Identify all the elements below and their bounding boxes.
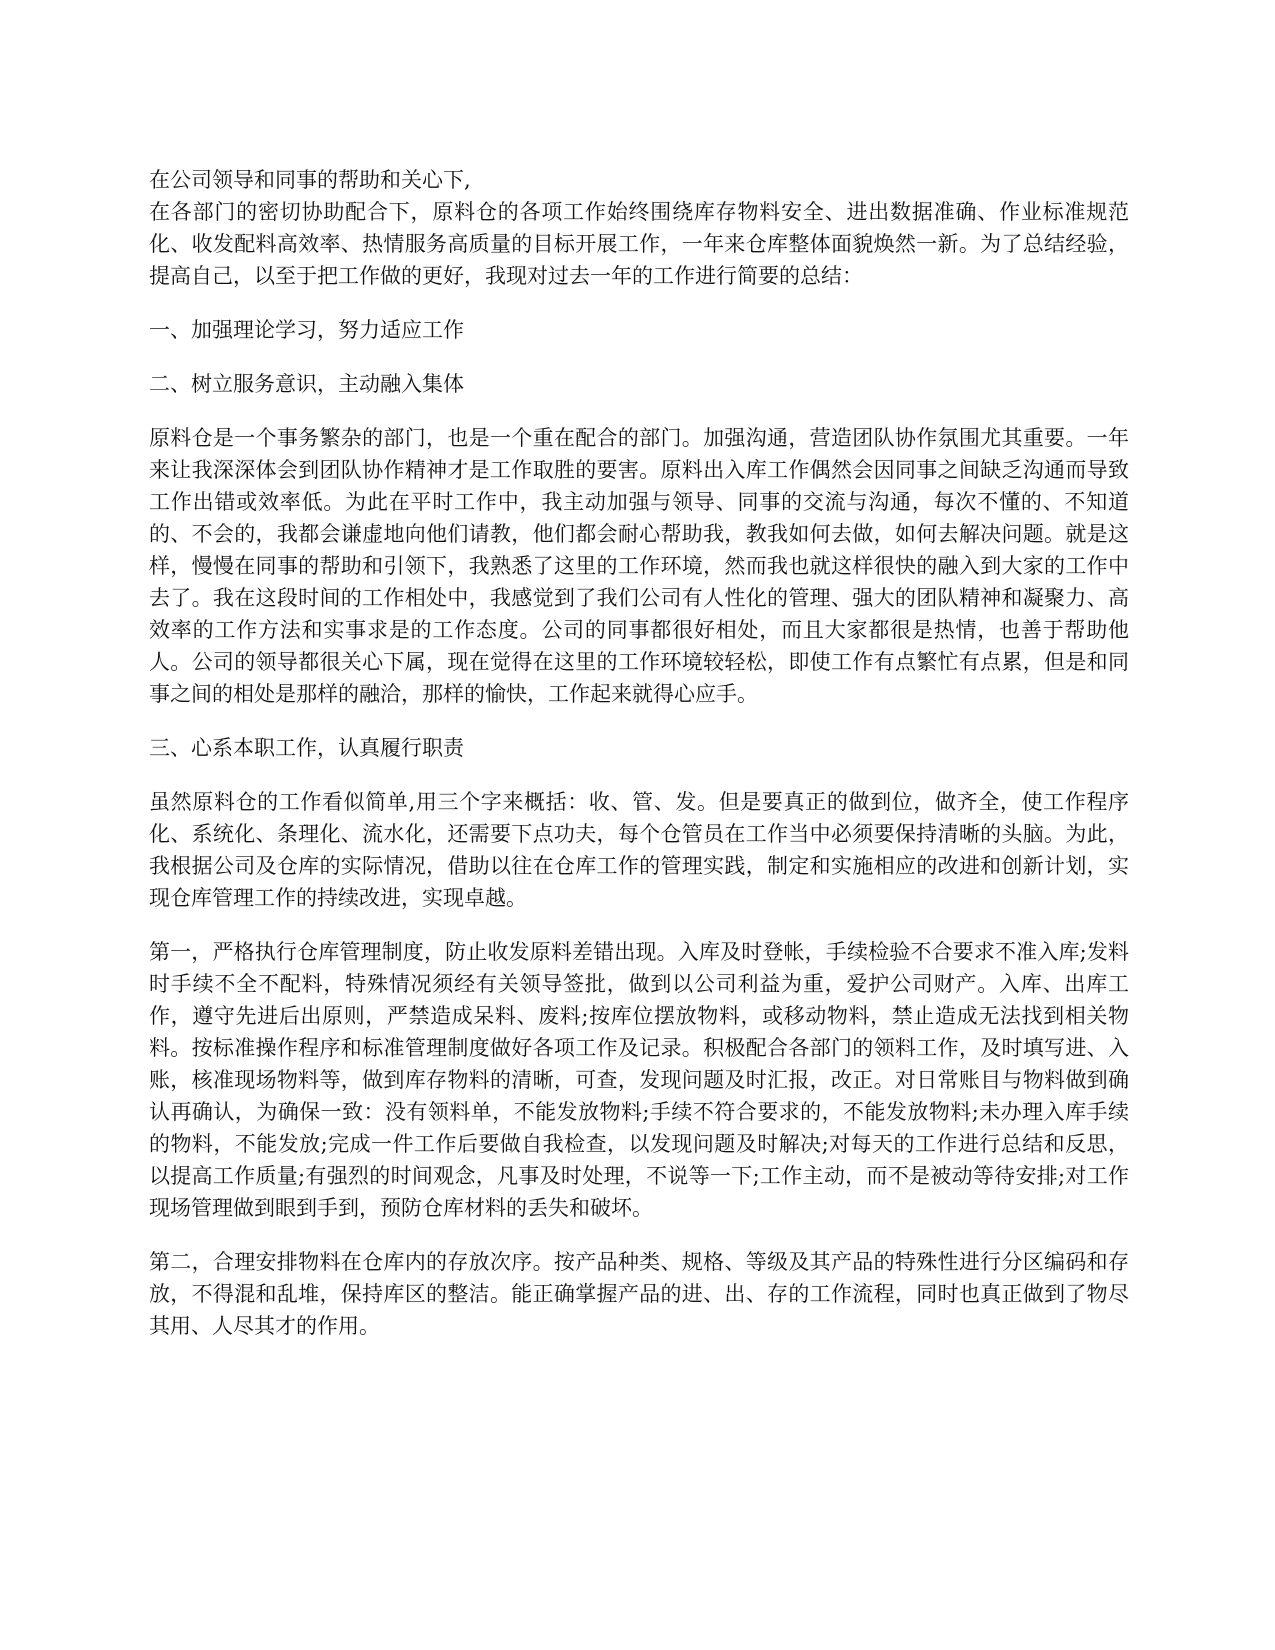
intro-first-line: 在公司领导和同事的帮助和关心下,: [149, 168, 471, 192]
first-point-paragraph: 第一，严格执行仓库管理制度，防止收发原料差错出现。入库及时登帐，手续检验不合要求不准入库;发料时手续不全不配料，特殊情况须经有关领导签批，做到以公司利益为重，爱护公司财产。入库、出库工作，遵守先进后出原则，严禁造成呆料、废料;按库位摆放物料，或移动物料，禁止造成无法找到相关物料。按标准操作程序和标准管理制度做好各项工作及记录。积极配合各部门的领料工作，及时填写进、入账，核准现场物料等，做到库存物料的清晰，可查，发现问题及时汇报，改正。对日常账目与物料做到确认再确认，为确保一致：没有领料单，不能发放物料;手续不符合要求的，不能发放物料;未办理入库手续的物料，不能发放;完成一件工作后要做自我检查，以发现问题及时解决;对每天的工作进行总结和反思，以提高工作质量;有强烈的时间观念，凡事及时处理，不说等一下;工作主动，而不是被动等待安排;对工作现场管理做到眼到手到，预防仓库材料的丢失和破坏。: [149, 940, 1129, 1220]
duties-paragraph: 虽然原料仓的工作看似简单,用三个字来概括：收、管、发。但是要真正的做到位，做齐全，使工作程序化、系统化、条理化、流水化，还需要下点功夫，每个仓管员在工作当中必须要保持清晰的头脑。为此，我根据公司及仓库的实际情况，借助以往在仓库工作的管理实践，制定和实施相应的改进和创新计划，实现仓库管理工作的持续改进，实现卓越。: [149, 790, 1129, 910]
teamwork-paragraph: 原料仓是一个事务繁杂的部门，也是一个重在配合的部门。加强沟通，营造团队协作氛围尤其重要。一年来让我深深体会到团队协作精神才是工作取胜的要害。原料出入库工作偶然会因同事之间缺乏沟通而导致工作出错或效率低。为此在平时工作中，我主动加强与领导、同事的交流与沟通，每次不懂的、不知道的、不会的，我都会谦虚地向他们请教，他们都会耐心帮助我，教我如何去做，如何去解决问题。就是这样，慢慢在同事的帮助和引领下，我熟悉了这里的工作环境，然而我也就这样很快的融入到大家的工作中去了。我在这段时间的工作相处中，我感觉到了我们公司有人性化的管理、强大的团队精神和凝聚力、高效率的工作方法和实事求是的工作态度。公司的同事都很好相处，而且大家都很是热情，也善于帮助他人。公司的领导都很关心下属，现在觉得在这里的工作环境较轻松，即使工作有点繁忙有点累，但是和同事之间的相处是那样的融洽，那样的愉快，工作起来就得心应手。: [149, 426, 1129, 706]
second-point-paragraph: 第二，合理安排物料在仓库内的存放次序。按产品种类、规格、等级及其产品的特殊性进行分区编码和存放，不得混和乱堆，保持库区的整洁。能正确掌握产品的进、出、存的工作流程，同时也真正做到了物尽其用、人尽其才的作用。: [149, 1250, 1129, 1338]
intro-text: 在各部门的密切协助配合下，原料仓的各项工作始终围绕库存物料安全、进出数据准确、作业标准规范化、收发配料高效率、热情服务高质量的目标开展工作，一年来仓库整体面貌焕然一新。为了总结经验，提高自己，以至于把工作做的更好，我现对过去一年的工作进行简要的总结：: [149, 200, 1129, 288]
section-heading-2: 二、树立服务意识，主动融入集体: [149, 372, 464, 396]
section-heading-3: 三、心系本职工作，认真履行职责: [149, 736, 464, 760]
intro-paragraph: [149, 164, 1129, 292]
document-page: [149, 164, 1129, 1364]
section-heading-1: 一、加强理论学习，努力适应工作: [149, 318, 464, 342]
